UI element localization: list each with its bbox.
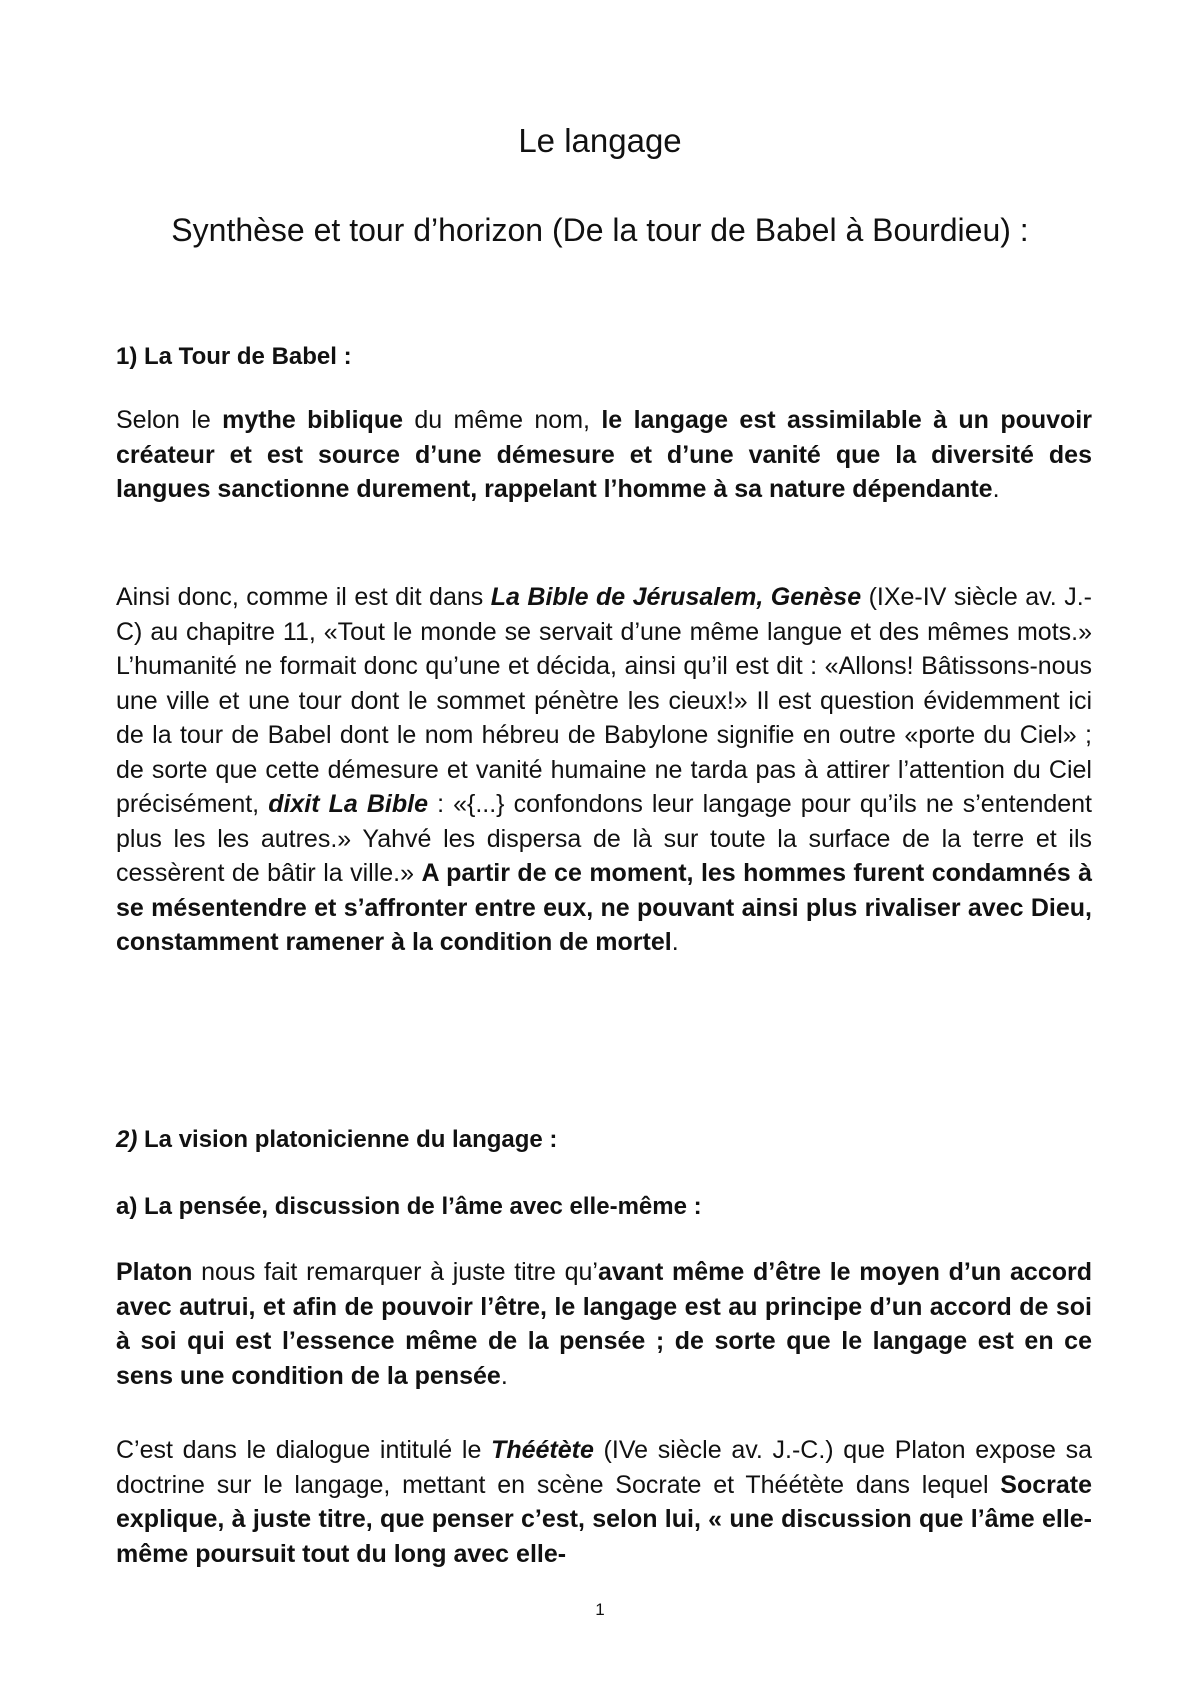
- text-run: (IXe-IV siècle av. J.-C) au chapitre 11, «Tout le monde se servait d’une même langue et des mêmes mots.» L’humanité ne formait donc qu’une et décida, ainsi qu’il est dit : «Allons! Bâtissons-nous une ville et une tour dont le sommet pénètre les cieux!» Il est question évidemment ici de la tour de Babel dont le nom hébreu de Babylone signifie en outre «porte du Ciel» ; de sorte que cette démesure et vanité humaine ne tarda pas à attirer l’attention du Ciel précisément,: [116, 583, 1092, 818]
- bold-run: A partir de ce moment, les hommes furent condamnés à se mésentendre et s’affronter entre eux, ne pouvant ainsi plus rivaliser avec Dieu, constamment ramener à la condition de mortel: [116, 859, 1092, 956]
- text-run: nous fait remarquer à juste titre qu’: [192, 1258, 598, 1286]
- section-title: La vision platonicienne du langage :: [137, 1126, 558, 1153]
- bold-run: le langage est assimilable à un pouvoir créateur et est source d’une démesure et d’une vanité que la diversité des langues sanctionne durement, rappelant l’homme à sa nature dépendante: [116, 406, 1092, 503]
- text-run: .: [992, 475, 1000, 503]
- document-subtitle: Synthèse et tour d’horizon (De la tour de Babel à Bourdieu) :: [171, 212, 1029, 248]
- bold-italic-run: dixit La Bible: [268, 790, 429, 818]
- text-run: : «{...} confondons leur langage pour qu’ils ne s’entendent plus les les autres.» Yahvé les dispersa de là sur toute la surface de la terre et ils cessèrent de bâtir la ville.»: [116, 790, 1093, 887]
- section-2-paragraph-2: [116, 1433, 1092, 1571]
- text-run: .: [671, 928, 679, 956]
- bold-run: Platon: [116, 1258, 193, 1286]
- text-run: (IVe siècle av. J.-C.) que Platon expose sa doctrine sur le langage, mettant en scène Socrate et Théétète dans lequel: [116, 1436, 1092, 1499]
- section-2a-heading: a) La pensée, discussion de l’âme avec elle-même :: [116, 1193, 702, 1220]
- bold-run: mythe biblique: [222, 406, 403, 434]
- section-1-paragraph-1: [116, 403, 1092, 507]
- section-number: 2): [116, 1126, 138, 1153]
- bold-run: avant même d’être le moyen d’un accord avec autrui, et afin de pouvoir l’être, le langage est au principe d’un accord de soi à soi qui est l’essence même de la pensée ; de sorte que le langage est en ce sens une condition de la pensée: [116, 1258, 1093, 1390]
- section-1-paragraph-2: [116, 580, 1092, 960]
- text-run: Selon le: [116, 406, 223, 434]
- bold-run: Socrate explique, à juste titre, que penser c’est, selon lui, « une discussion que l’âme elle-même poursuit tout du long avec elle-: [116, 1470, 1092, 1568]
- text-run: du même nom,: [403, 406, 602, 434]
- text-run: C’est dans le dialogue intitulé le: [116, 1436, 492, 1464]
- bold-italic-run: La Bible de Jérusalem, Genèse: [490, 583, 862, 611]
- section-2-paragraph-1: [116, 1255, 1092, 1393]
- page-number: 1: [595, 1600, 605, 1619]
- text-run: Ainsi donc, comme il est dit dans: [116, 583, 491, 611]
- bold-italic-run: Théétète: [491, 1436, 594, 1464]
- section-1-heading: 1) La Tour de Babel :: [116, 343, 352, 370]
- text-run: .: [500, 1361, 508, 1390]
- document-title: Le langage: [518, 122, 682, 159]
- section-2-heading: [116, 1125, 557, 1155]
